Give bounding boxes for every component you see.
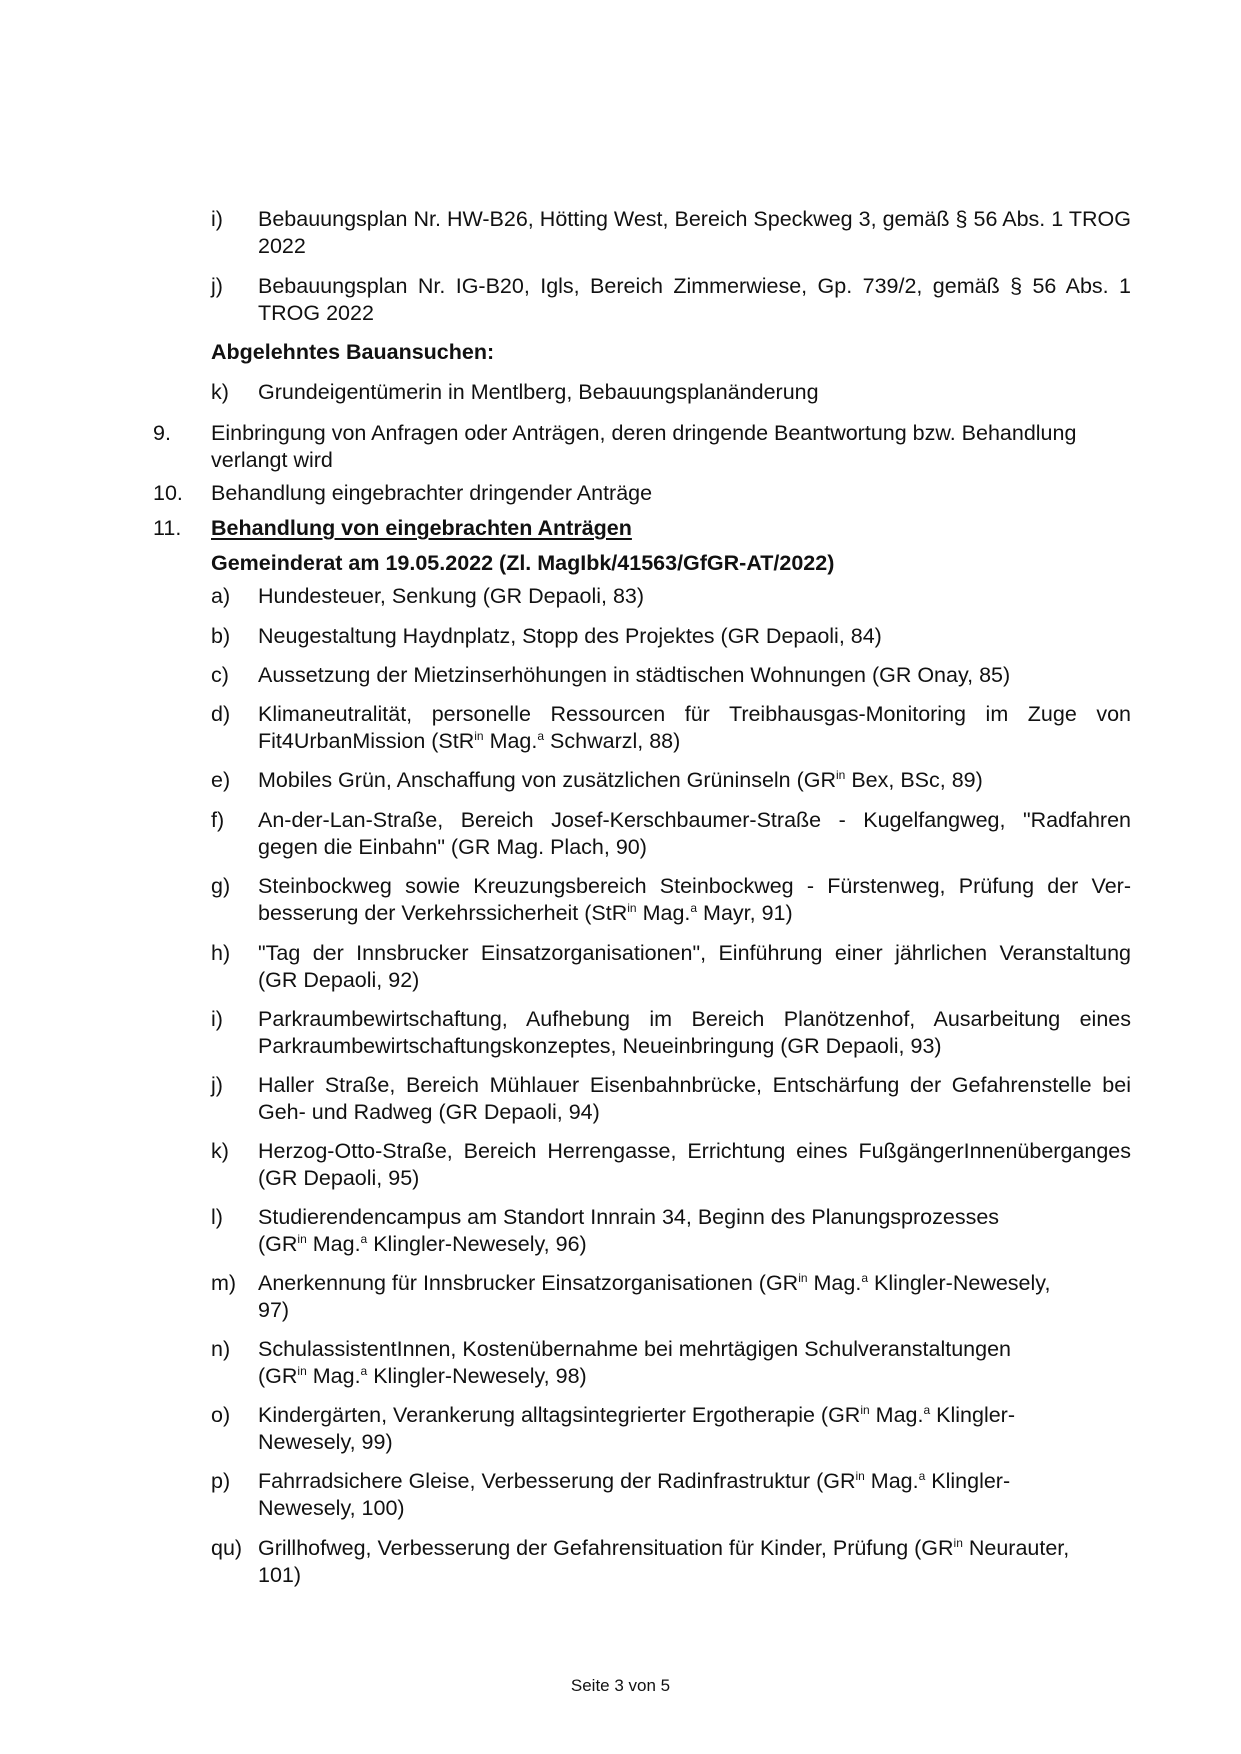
agenda-item <box>153 480 1131 507</box>
list-item <box>211 273 1131 327</box>
item-text: Bebauungsplan Nr. HW-B26, Hötting West, Bereich Speckweg 3, gemäß § 56 Abs. 1 TROG 2022 <box>258 207 1131 258</box>
item-text: Mobiles Grün, Anschaffung von zusätzlichen Grüninseln ($GR^{in}$ Bex, BSc, 89) <box>258 768 983 792</box>
item-label: b) <box>211 624 231 648</box>
list-item <box>211 1336 1131 1390</box>
item-label: d) <box>211 702 231 726</box>
item-label: e) <box>211 768 231 792</box>
item-number: 11. <box>153 516 182 540</box>
list-item <box>211 873 1131 927</box>
item-label: a) <box>211 584 231 608</box>
list-item <box>211 940 1131 994</box>
item-heading: Behandlung von eingebrachten Anträgen <box>211 516 632 540</box>
list-item <box>211 807 1131 861</box>
item-label: qu) <box>211 1536 243 1560</box>
item-label: j) <box>211 274 223 298</box>
list-item <box>211 662 1131 689</box>
item-label: j) <box>211 1073 223 1097</box>
list-item <box>211 701 1131 755</box>
list-item <box>211 583 1131 610</box>
item-text: An-der-Lan-Straße, Bereich Josef-Kerschbaumer-Straße - Kugelfangweg, "Radfahren gegen die Einbahn" (GR Mag. Plach, 90) <box>258 808 1131 859</box>
item-label: m) <box>211 1271 237 1295</box>
item-text: Grillhofweg, Verbesserung der Gefahrensituation für Kinder, Prüfung ($GR^{in}$ Neurauter, 101) <box>258 1536 1070 1587</box>
item-text: SchulassistentInnen, Kostenübernahme bei mehrtägigen Schulveranstaltungen ($GR^{in}$ Mag.$^a$ Klingler-Newesely, 98) <box>258 1337 1011 1388</box>
item-text: Anerkennung für Innsbrucker Einsatzorganisationen ($GR^{in}$ Mag.$^a$ Klingler-Newesely, 97) <box>258 1271 1051 1322</box>
session-heading: Gemeinderat am 19.05.2022 (Zl. MagIbk/41563/GfGR-AT/2022) <box>211 551 835 575</box>
list-item <box>211 1402 1131 1456</box>
agenda-item <box>153 515 1131 542</box>
item-label: l) <box>211 1205 223 1229</box>
item-label: f) <box>211 808 225 832</box>
item-text: "Tag der Innsbrucker Einsatzorganisationen", Einführung einer jährlichen Veranstaltung (GR Depaoli, 92) <box>258 941 1131 992</box>
item-text: Steinbockweg sowie Kreuzungsbereich Steinbockweg - Fürstenweg, Prüfung der Verbesserung der Verkehrssicherheit (StR$^{in}$ Mag.$^a$ Mayr, 91) <box>258 874 1131 925</box>
item-text: Behandlung eingebrachter dringender Anträge <box>211 481 653 505</box>
item-text: Neugestaltung Haydnplatz, Stopp des Projektes (GR Depaoli, 84) <box>258 624 882 648</box>
list-item <box>211 1468 1131 1522</box>
item-text: Kindergärten, Verankerung alltagsintegrierter Ergotherapie ($GR^{in}$ Mag.$^a$ Klingler- Newesely, 99) <box>258 1403 1015 1454</box>
list-item <box>211 1535 1131 1589</box>
item-text: Hundesteuer, Senkung (GR Depaoli, 83) <box>258 584 645 608</box>
list-item <box>211 1270 1131 1324</box>
item-text: Herzog-Otto-Straße, Bereich Herrengasse, Errichtung eines FußgängerInnenüberganges (GR Depaoli, 95) <box>258 1139 1131 1190</box>
list-item <box>211 379 1131 406</box>
item-label: p) <box>211 1469 231 1493</box>
item-label: k) <box>211 380 229 404</box>
item-text: Bebauungsplan Nr. IG-B20, Igls, Bereich Zimmerwiese, Gp. 739/2, gemäß § 56 Abs. 1 TROG 2022 <box>258 274 1131 325</box>
item-number: 10. <box>153 481 183 505</box>
list-item <box>211 1138 1131 1192</box>
item-label: n) <box>211 1337 231 1361</box>
item-text: Klimaneutralität, personelle Ressourcen für Treibhausgas-Monitoring im Zuge von Fit4UrbanMission (StR$^{in}$ Mag.$^a$ Schwarzl, 88) <box>258 702 1131 753</box>
list-item <box>211 767 1131 794</box>
list-item <box>211 1072 1131 1126</box>
item-text: Studierendencampus am Standort Innrain 34, Beginn des Planungsprozesses ($GR^{in}$ Mag.$^a$ Klingler-Newesely, 96) <box>258 1205 1000 1256</box>
item-text: Grundeigentümerin in Mentlberg, Bebauungsplanänderung <box>258 380 819 404</box>
item-text: Haller Straße, Bereich Mühlauer Eisenbahnbrücke, Entschärfung der Gefahrenstelle bei Geh- und Radweg (GR Depaoli, 94) <box>258 1073 1131 1124</box>
item-number: 9. <box>153 421 171 445</box>
item-label: i) <box>211 207 223 231</box>
item-label: o) <box>211 1403 231 1427</box>
section-heading: Abgelehntes Bauansuchen: <box>211 340 495 364</box>
list-item <box>211 623 1131 650</box>
item-text: Einbringung von Anfragen oder Anträgen, deren dringende Beantwortung bzw. Behandlung verlangt wird <box>211 421 1077 472</box>
item-label: c) <box>211 663 229 687</box>
agenda-item <box>153 420 1131 474</box>
item-label: i) <box>211 1007 223 1031</box>
list-item <box>211 206 1131 260</box>
item-label: k) <box>211 1139 229 1163</box>
list-item <box>211 1204 1131 1258</box>
page-footer: Seite 3 von 5 <box>570 1676 671 1695</box>
item-text: Fahrradsichere Gleise, Verbesserung der Radinfrastruktur ($GR^{in}$ Mag.$^a$ Klingler- Newesely, 100) <box>258 1469 1011 1520</box>
item-label: h) <box>211 941 231 965</box>
item-label: g) <box>211 874 231 898</box>
item-text: Parkraumbewirtschaftung, Aufhebung im Bereich Planötzenhof, Ausarbeitung eines Parkraumbewirtschaftungskonzeptes, Neueinbringung (GR Depaoli, 93) <box>258 1007 1131 1058</box>
item-text: Aussetzung der Mietzinserhöhungen in städtischen Wohnungen (GR Onay, 85) <box>258 663 1011 687</box>
list-item <box>211 1006 1131 1060</box>
